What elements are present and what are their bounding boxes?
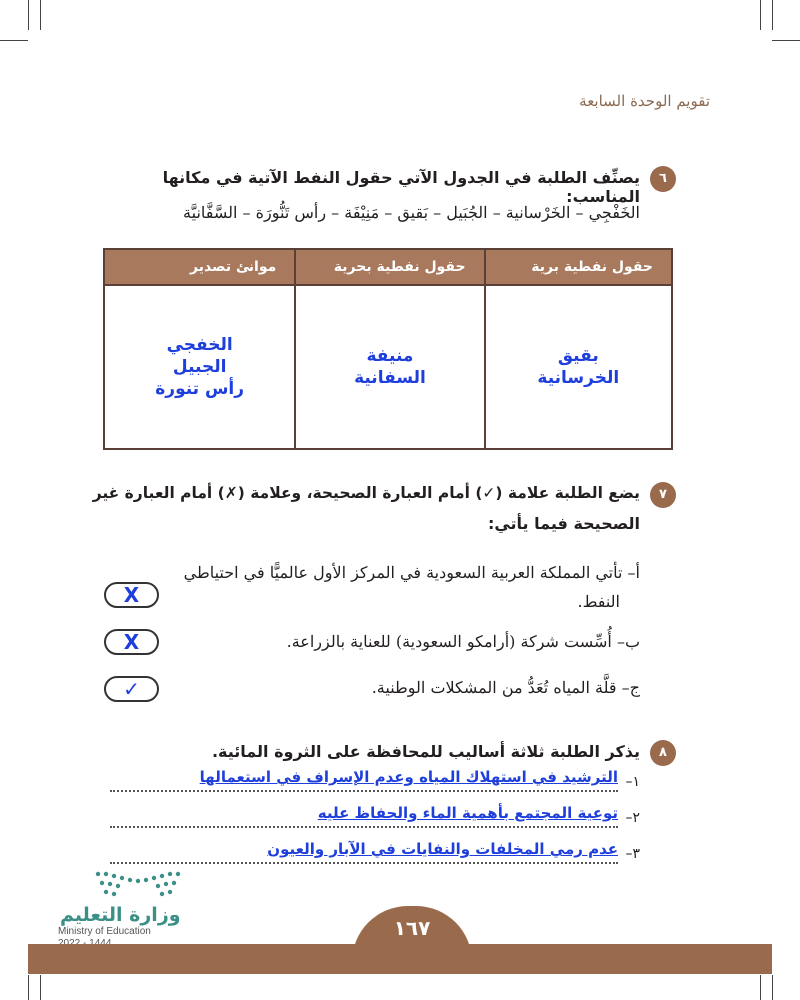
statement-a-line1: أ– تأتي المملكة العربية السعودية في المركز الأول عالميًّا في احتياطي	[183, 563, 640, 582]
answer-mark-b[interactable]: X	[104, 629, 159, 655]
question-8-prompt: يذكر الطلبة ثلاثة أساليب للمحافظة على الثروة المائية.	[211, 742, 640, 761]
dotted-line	[110, 790, 618, 792]
handwritten-answer: الجبيل	[172, 357, 227, 377]
land-fields-cell	[485, 285, 672, 449]
handwritten-answer: الخفجي	[166, 335, 233, 355]
statement-b: ب– أُسِّست شركة (أرامكو السعودية) للعناية بالزراعة.	[286, 632, 640, 651]
dotted-line	[110, 862, 618, 864]
answer-line-1[interactable]	[110, 770, 640, 794]
crop-mark	[40, 0, 41, 30]
crop-mark	[28, 0, 29, 30]
sea-fields-cell	[295, 285, 484, 449]
handwritten-answer: عدم رمي المخلفات والنفايات في الآبار والعيون	[267, 840, 618, 858]
oil-fields-list: الخَفْجِي – الخَرْسانية – الجُبَيل – بَقيق – مَنِيْفَة – رأس تَنُّورَة – السَّفَّانيَّة	[183, 203, 640, 222]
page-number: ١٦٧	[393, 916, 431, 940]
answer-mark-c[interactable]: ✓	[104, 676, 159, 702]
ministry-name-arabic: وزارة التعليم	[60, 904, 181, 926]
answer-number: ٢–	[625, 810, 640, 826]
column-header-ports: موانئ تصدير	[104, 249, 295, 285]
question-7-prompt-line2: الصحيحة فيما يأتي:	[487, 514, 640, 533]
crop-mark	[40, 975, 41, 1000]
footer-bar	[28, 944, 772, 974]
question-6-prompt: يصنِّف الطلبة في الجدول الآتي حقول النفط الآتية في مكانها المناسب:	[162, 168, 640, 206]
question-number-8: ٨	[650, 740, 676, 766]
statement-c: ج– قلَّة المياه تُعَدُّ من المشكلات الوطنية.	[371, 678, 640, 697]
column-header-sea: حقول نفطية بحرية	[295, 249, 484, 285]
ministry-name-english: Ministry of Education	[58, 926, 151, 937]
handwritten-answer: السفانية	[354, 368, 426, 388]
answer-line-3[interactable]	[110, 842, 640, 866]
question-number-6: ٦	[650, 166, 676, 192]
oil-fields-table	[103, 248, 673, 450]
ports-cell	[104, 285, 295, 449]
answer-mark-a[interactable]: X	[104, 582, 159, 608]
handwritten-answer: الترشيد في استهلاك المياه وعدم الإسراف في استعمالها	[199, 768, 618, 786]
handwritten-answer: توعية المجتمع بأهمية الماء والحفاظ عليه	[317, 804, 618, 822]
crop-mark	[760, 975, 761, 1000]
ministry-logo-icon	[92, 868, 184, 900]
crop-mark	[772, 975, 773, 1000]
handwritten-answer: بقيق	[557, 346, 599, 366]
handwritten-answer: الخرسانية	[537, 368, 620, 388]
crop-mark	[760, 0, 761, 30]
answer-number: ٣–	[625, 846, 640, 862]
handwritten-answer: رأس تنورة	[155, 379, 245, 399]
answer-number: ١–	[625, 774, 640, 790]
crop-mark	[772, 0, 773, 30]
dotted-line	[110, 826, 618, 828]
crop-mark	[772, 40, 800, 41]
handwritten-answer: منيفة	[366, 346, 414, 366]
column-header-land: حقول نفطية برية	[485, 249, 672, 285]
question-7-prompt-line1: يضع الطلبة علامة (✓) أمام العبارة الصحيحة، وعلامة (✗) أمام العبارة غير	[92, 484, 640, 502]
answer-line-2[interactable]	[110, 806, 640, 830]
crop-mark	[28, 975, 29, 1000]
statement-a-line2: النفط.	[577, 592, 620, 611]
crop-mark	[0, 40, 28, 41]
unit-title: تقويم الوحدة السابعة	[579, 92, 710, 110]
question-number-7: ٧	[650, 482, 676, 508]
